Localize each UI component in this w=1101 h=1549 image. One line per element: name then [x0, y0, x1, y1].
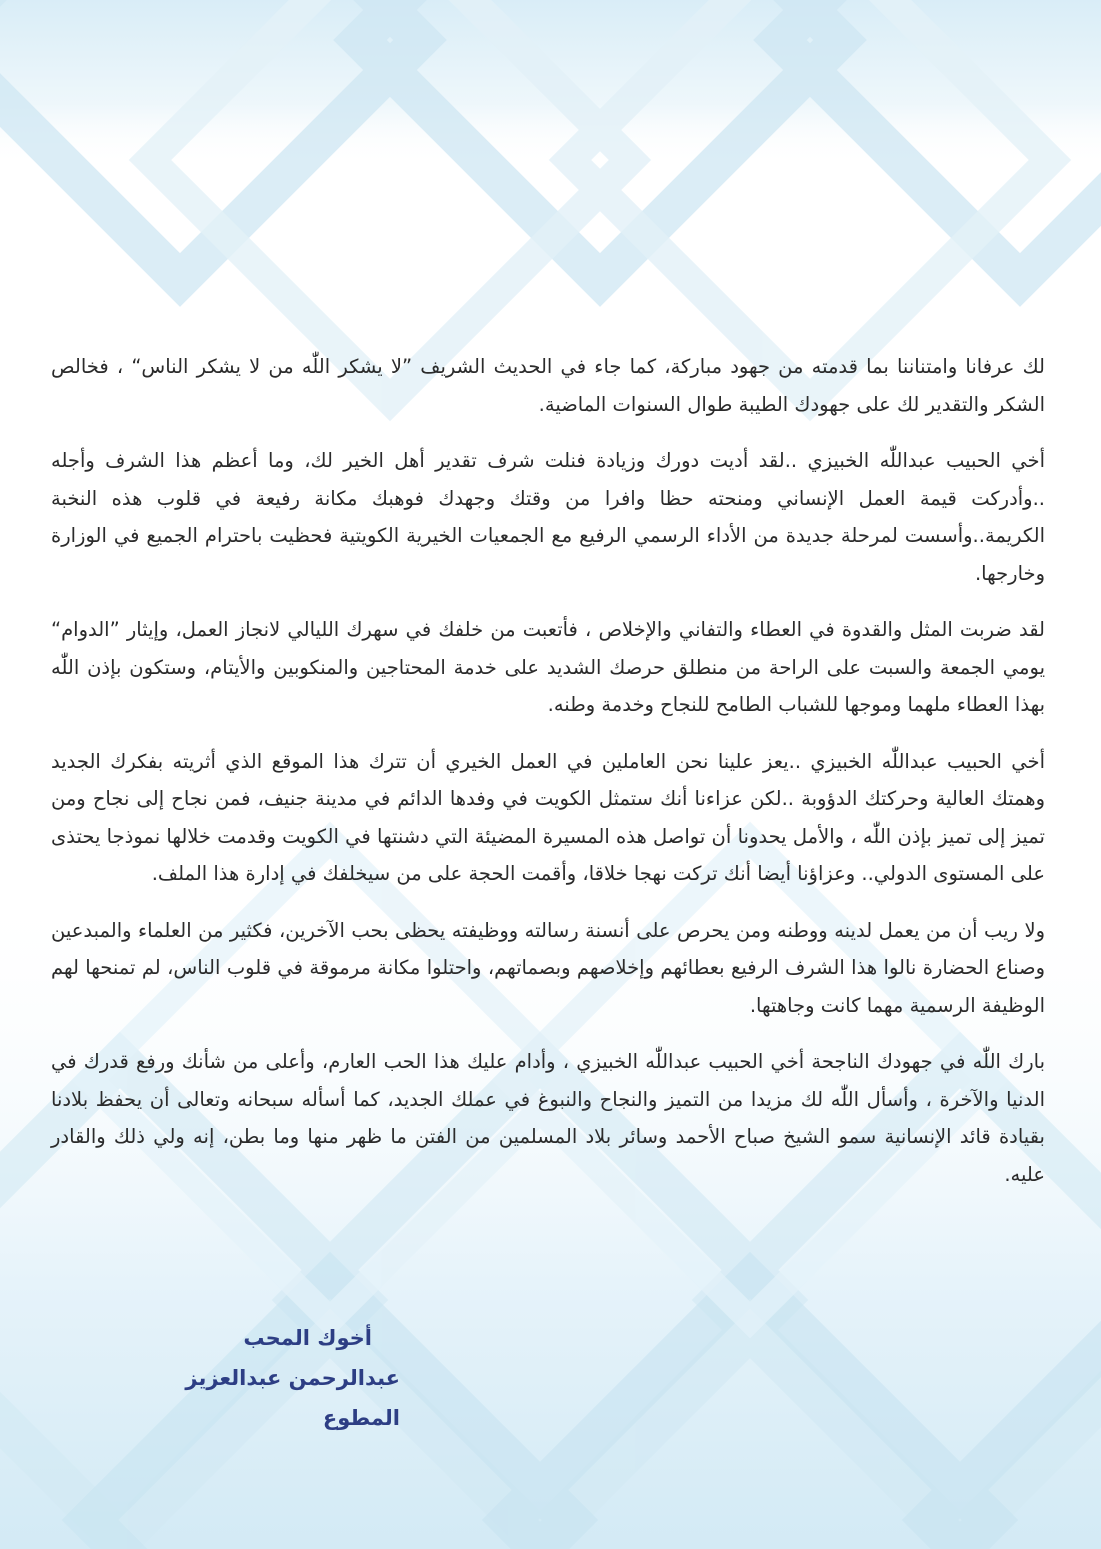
letter-paragraph-2: أخي الحبيب عبداللّٰه الخبيزي ..لقد أديت دورك وزيادة فنلت شرف تقدير أهل الخير لك، وما أعظم هذا الشرف وأجله ..وأدركت قيمة العمل الإنساني ومنحته حظا وافرا من وقتك وجهدك فوهبك مكانة رفيعة في قلوب هذه النخبة الكريمة..وأسست لمرحلة جديدة من الأداء الرسمي الرفيع مع الجمعيات الخيرية الكويتية فحظيت باحترام الجميع في الوزارة وخارجها.	[51, 449, 1045, 585]
letter-paragraph-3: لقد ضربت المثل والقدوة في العطاء والتفاني والإخلاص ، فأتعبت من خلفك في سهرك الليالي لانجاز العمل، وإيثار ”الدوام“ يومي الجمعة والسبت على الراحة من منطلق حرصك الشديد على خدمة المحتاجين والمنكوبين والأيتام، وستكون بإذن اللّٰه بهذا العطاء ملهما وموجها للشباب الطامح للنجاح وخدمة وطنه.	[51, 618, 1045, 716]
letter-body	[51, 348, 1045, 1212]
signature-block	[110, 1318, 400, 1438]
signature-name: عبدالرحمن عبدالعزيز المطوع	[185, 1366, 400, 1430]
signature-closing: أخوك المحب	[243, 1326, 372, 1350]
letter-paragraph-5: ولا ريب أن من يعمل لدينه ووطنه ومن يحرص على أنسنة رسالته ووظيفته يحظى بحب الآخرين، فكثير من العلماء والمبدعين وصناع الحضارة نالوا هذا الشرف الرفيع بعطائهم وإخلاصهم وبصماتهم، واحتلوا مكانة مرموقة في قلوب الناس، لم تمنحها لهم الوظيفة الرسمية مهما كانت وجاهتها.	[51, 918, 1045, 1017]
letter-paragraph-1: لك عرفانا وامتناننا بما قدمته من جهود مباركة، كما جاء في الحديث الشريف ”لا يشكر اللّٰه من لا يشكر الناس“ ، فخالص الشكر والتقدير لك على جهودك الطيبة طوال السنوات الماضية.	[51, 355, 1045, 416]
letter-paragraph-6: بارك اللّٰه في جهودك الناجحة أخي الحبيب عبداللّٰه الخبيزي ، وأدام عليك هذا الحب العارم، وأعلى من شأنك ورفع قدرك في الدنيا والآخرة ، وأسأل اللّٰه لك مزيدا من التميز والنجاح والنبوغ في عملك الجديد، كما أسأله سبحانه وتعالى أن يحفظ بلادنا بقيادة قائد الإنسانية سمو الشيخ صباح الأحمد وسائر بلاد المسلمين من الفتن ما ظهر منها وما بطن، إنه ولي ذلك والقادر عليه.	[51, 1050, 1045, 1186]
letter-paragraph-4: أخي الحبيب عبداللّٰه الخبيزي ..يعز علينا نحن العاملين في العمل الخيري أن تترك هذا الموقع الذي أثريته بفكرك الجديد وهمتك العالية وحركتك الدؤوبة ..لكن عزاءنا أنك ستمثل الكويت في وفدها الدائم في مدينة جنيف، فمن نجاح إلى نجاح ومن تميز إلى تميز بإذن اللّٰه ، والأمل يحدونا أن تواصل هذه المسيرة المضيئة التي دشنتها في الكويت وقدمت خلالها نموذجا يحتذى على المستوى الدولي.. وعزاؤنا أيضا أنك تركت نهجا خلاقا، وأقمت الحجة على من سيخلفك في إدارة هذا الملف.	[51, 749, 1045, 885]
